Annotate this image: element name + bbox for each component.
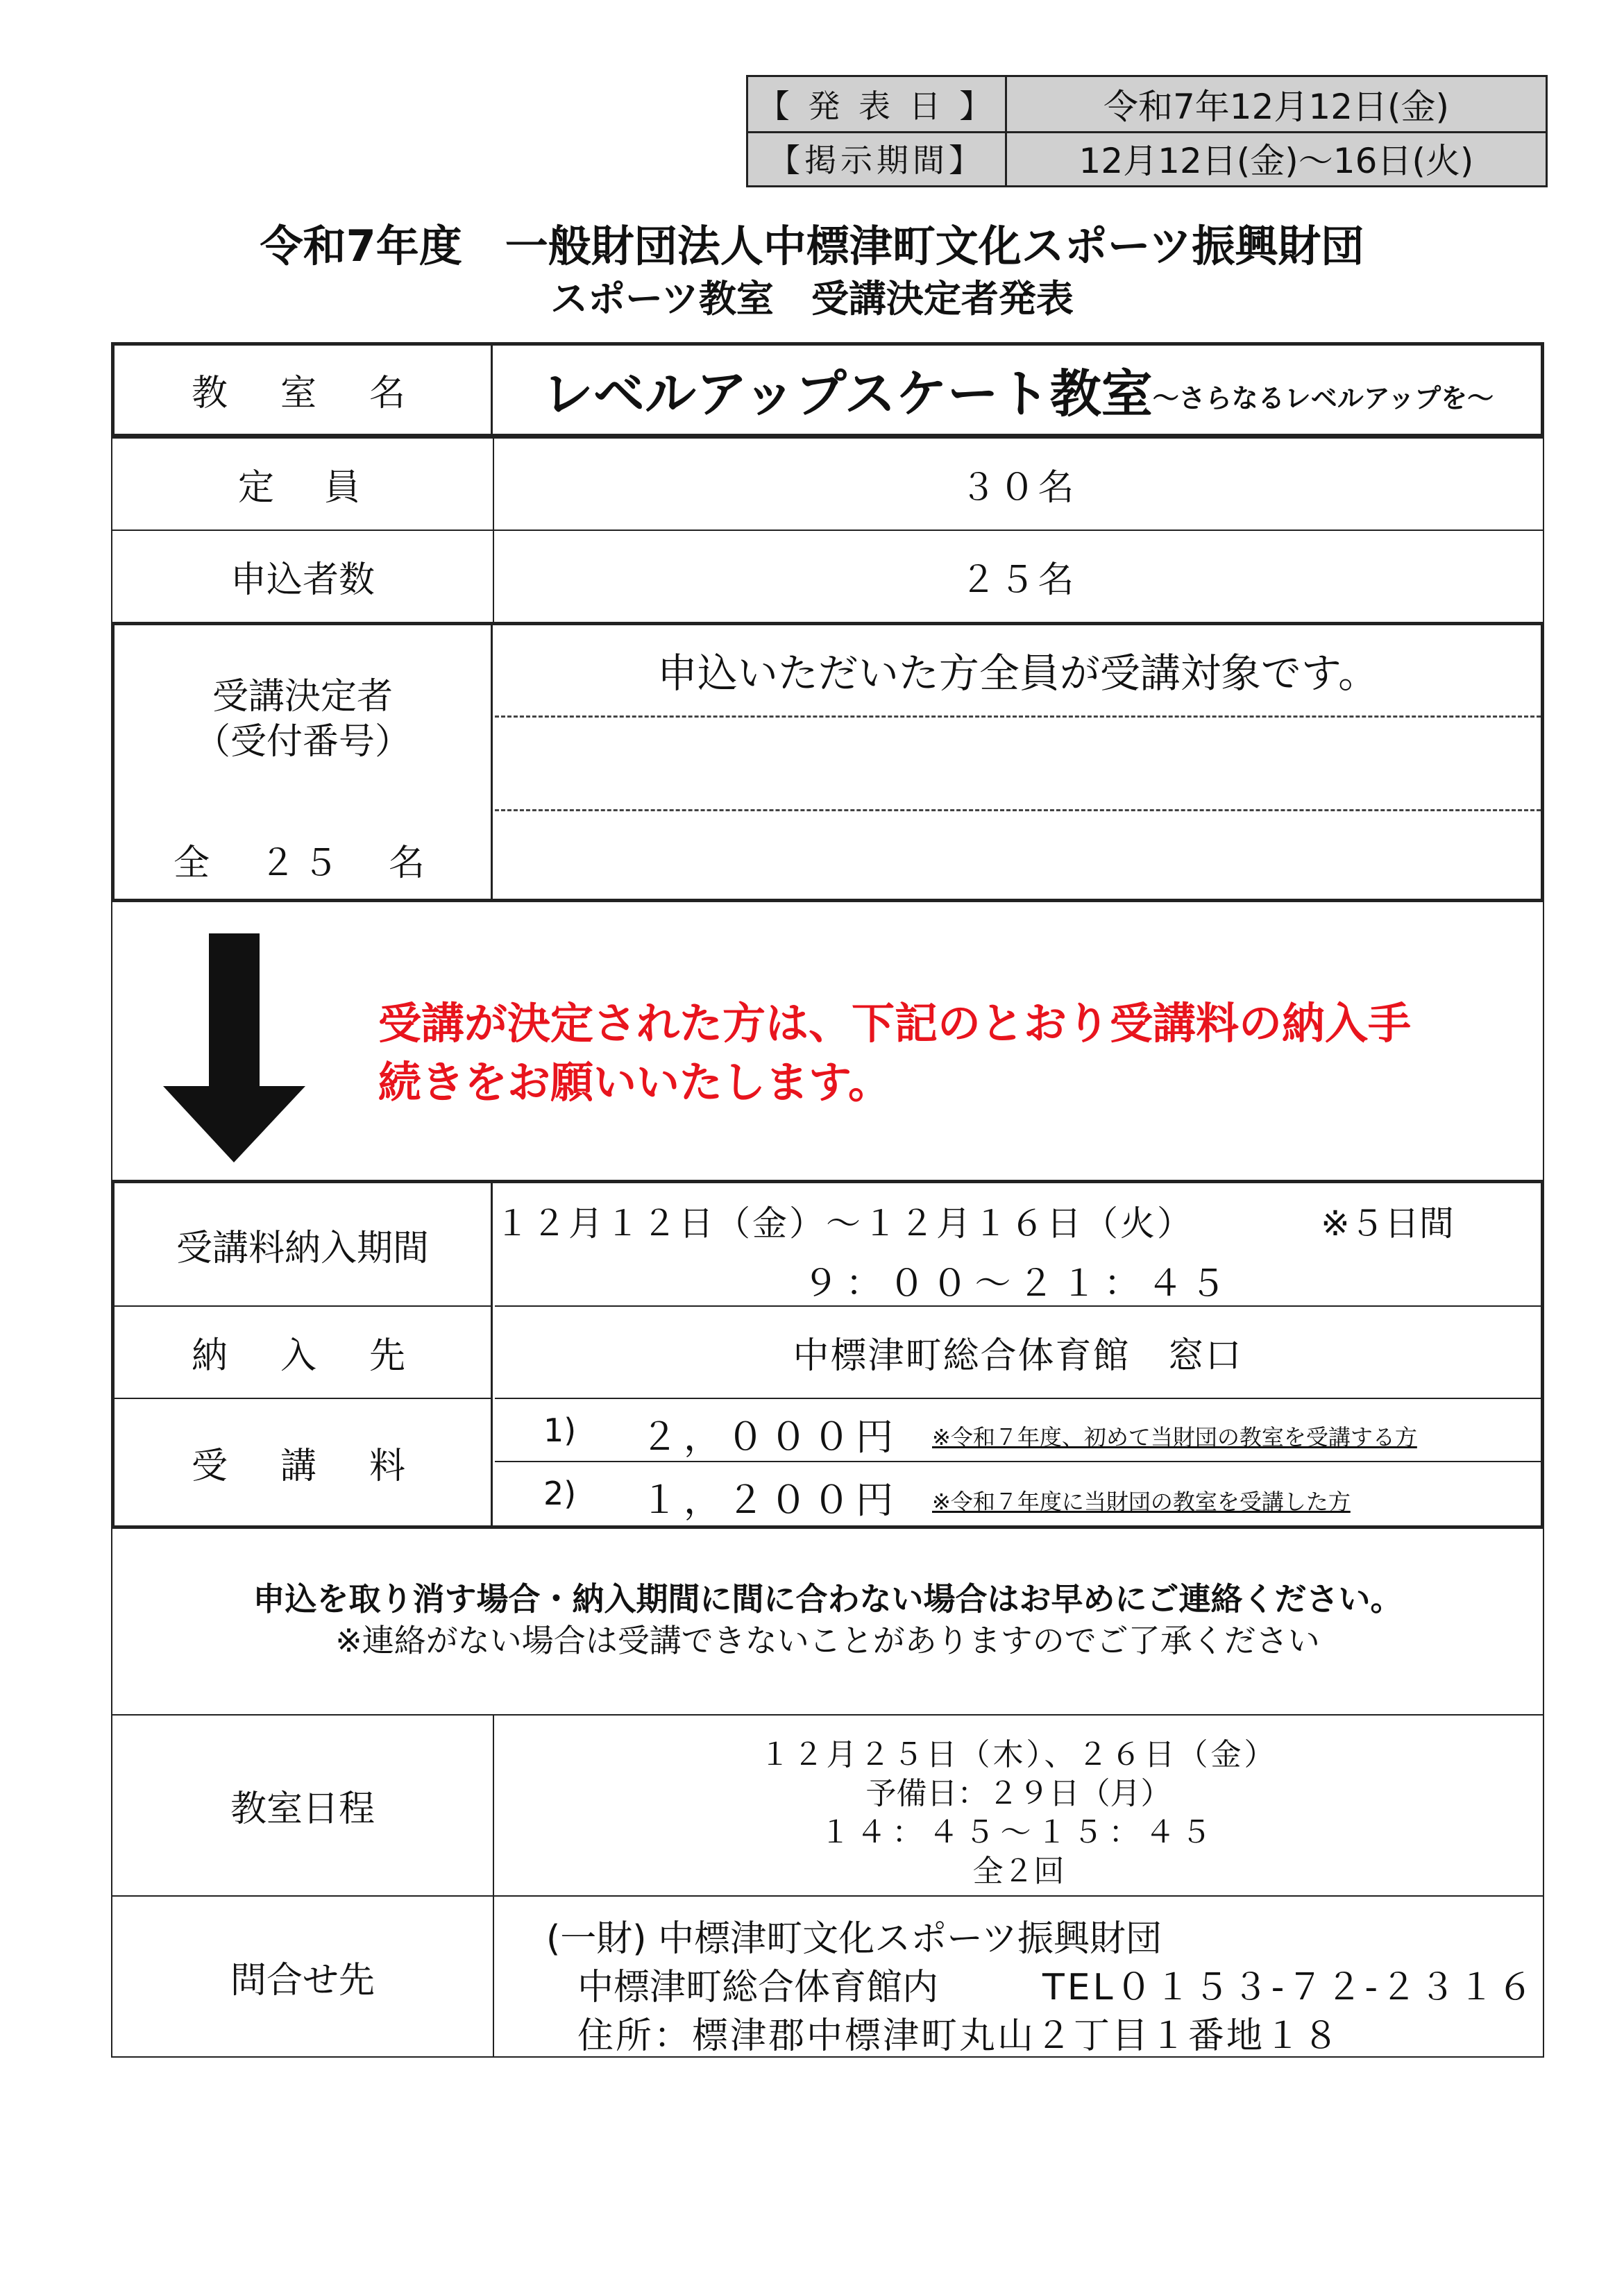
down-arrow-icon xyxy=(163,933,305,1162)
payment-notice-line1: 受講が決定された方は、下記のとおり受講料の納入手 xyxy=(378,998,1412,1049)
decided-total: 全 ２５ 名 xyxy=(173,842,432,884)
contact-organization: (一財) 中標津町文化スポーツ振興財団 xyxy=(546,1918,1162,1960)
announce-date-label: 【 発 表 日 】 xyxy=(748,77,1007,131)
contact-location: 中標津町総合体育館内 xyxy=(577,1967,939,2008)
announce-date-value: 令和7年12月12日(金) xyxy=(1103,87,1450,127)
posting-period-row xyxy=(748,131,1546,185)
fee1-amount: ２，０００円 xyxy=(641,1415,899,1459)
posting-period-label: 【掲示期間】 xyxy=(748,131,1007,185)
dashed-divider xyxy=(495,809,1541,811)
fee1-note: ※令和７年度、初めて当財団の教室を受講する方 xyxy=(932,1424,1417,1450)
contact-phone: TEL０１５３-７２-２３１６ xyxy=(1042,1967,1537,2008)
payment-period-cell xyxy=(495,1183,1541,1307)
announce-date-row xyxy=(748,77,1546,133)
payment-notice-line2: 続きをお願いいたします。 xyxy=(378,1057,892,1108)
fee-label: 受 講 料 xyxy=(115,1399,493,1525)
posting-period-value: 12月12日(金)～16日(火) xyxy=(1079,141,1474,181)
schedule-cell xyxy=(493,1714,1544,1897)
schedule-spare-day: 予備日：２９日（月） xyxy=(865,1776,1172,1811)
capacity-label: 定 員 xyxy=(111,437,494,531)
class-name-subtitle: ～さらなるレベルアップを～ xyxy=(1152,383,1494,414)
applicants-value: ２５名 xyxy=(493,530,1544,623)
decided-message: 申込いただいた方全員が受講対象です。 xyxy=(657,650,1379,697)
payment-place-value: 中標津町総合体育館 窓口 xyxy=(495,1307,1541,1399)
dashed-divider xyxy=(495,715,1541,718)
payment-period-time: ９：００～２１：４５ xyxy=(802,1263,1233,1305)
schedule-dates: １２月２５日（木）、２６日（金） xyxy=(759,1737,1278,1772)
announcement-info-box xyxy=(746,75,1548,187)
fee-row-2 xyxy=(495,1462,1541,1525)
payment-place-label: 納 入 先 xyxy=(115,1307,493,1399)
page-title: 令和7年度 一般財団法人中標津町文化スポーツ振興財団 xyxy=(260,221,1364,271)
cancel-notice: 申込を取り消す場合・納入期間に間に合わない場合はお早めにご連絡ください。 xyxy=(253,1580,1403,1618)
class-name: レベルアップスケート教室 xyxy=(541,364,1153,424)
contact-address: 住所：標津郡中標津町丸山２丁目１番地１８ xyxy=(577,2015,1342,2057)
class-name-cell xyxy=(495,346,1541,434)
schedule-label: 教室日程 xyxy=(111,1714,494,1897)
fee-row-1 xyxy=(495,1399,1541,1462)
cancel-warning: ※連絡がない場合は受講できないことがありますのでご了承ください xyxy=(335,1622,1320,1659)
schedule-time: １４：４５～１５：４５ xyxy=(820,1815,1217,1850)
fee2-note: ※令和７年度に当財団の教室を受講した方 xyxy=(932,1489,1351,1515)
decided-label: 受講決定者 xyxy=(212,676,393,718)
fee2-amount: １，２００円 xyxy=(641,1478,899,1522)
receipt-number-label: （受付番号） xyxy=(194,721,411,763)
page-subtitle: スポーツ教室 受講決定者発表 xyxy=(550,277,1074,321)
applicants-label: 申込者数 xyxy=(111,530,494,623)
decided-label-cell xyxy=(115,625,493,899)
payment-period-label: 受講料納入期間 xyxy=(115,1183,493,1307)
capacity-value: ３０名 xyxy=(493,437,1544,531)
class-name-label: 教 室 名 xyxy=(115,346,493,434)
fee1-number: 1) xyxy=(543,1412,577,1449)
fee2-number: 2) xyxy=(543,1475,577,1512)
contact-cell xyxy=(493,1895,1544,2058)
contact-label: 問合せ先 xyxy=(111,1895,494,2058)
payment-period-days: ※５日間 xyxy=(1321,1203,1454,1244)
payment-period-dates: １２月１２日（金）～１２月１６日（火） xyxy=(495,1203,1194,1244)
decided-list-cell xyxy=(495,625,1541,899)
schedule-count: 全２回 xyxy=(972,1854,1065,1889)
